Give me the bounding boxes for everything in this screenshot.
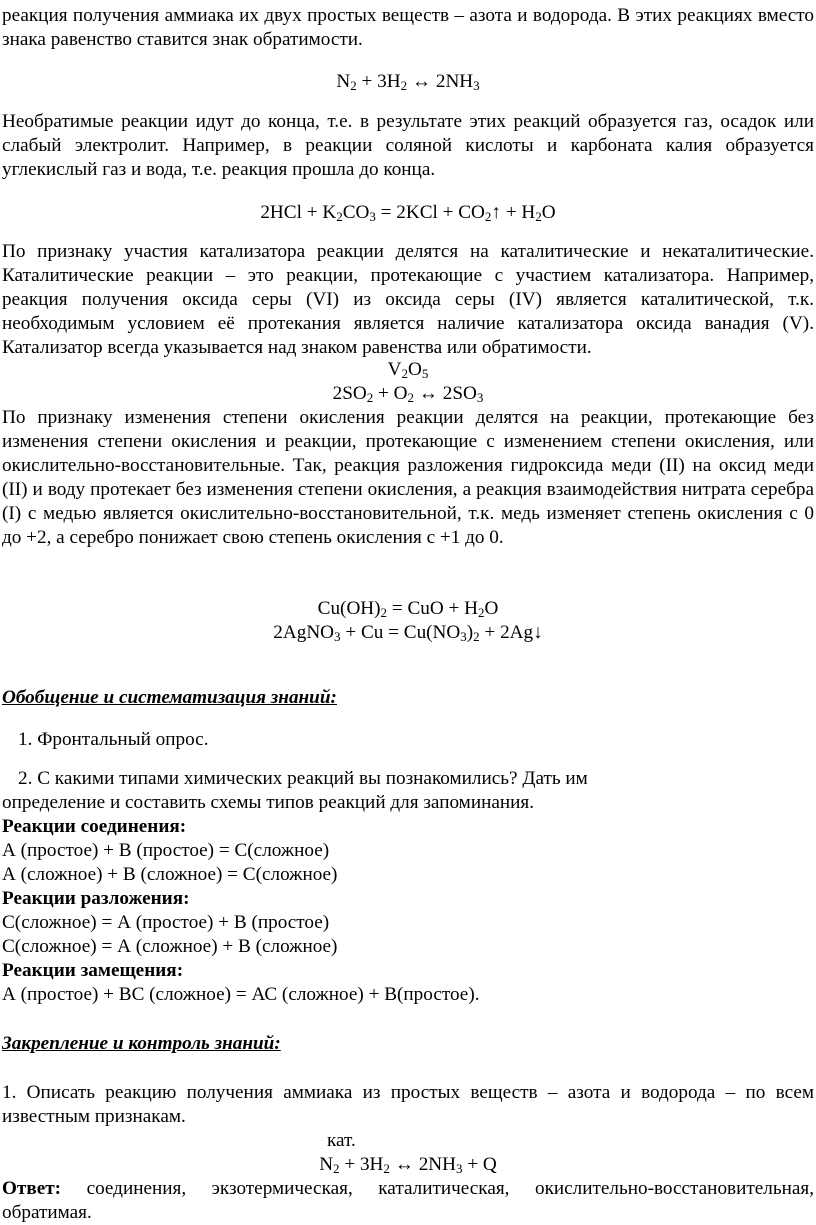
equation-ammonia-full: $N_2 + 3H_2$ ↔ $2NH_3 + Q$ bbox=[319, 1154, 497, 1176]
heading-consolidation: Закрепление и контроль знаний: bbox=[2, 1033, 281, 1054]
answer-paragraph bbox=[2, 1177, 814, 1225]
equation-hcl: $2HCl + K_2CO_3 = 2KCl$ + $CO_2↑ + H_2O$ bbox=[260, 202, 556, 224]
answer-label: Ответ: bbox=[2, 1178, 62, 1199]
combination-title: Реакции соединения: bbox=[2, 816, 187, 837]
paragraph-catalytic: По признаку участия катализатора реакции делятся на каталитические и некаталитические. Каталитические реакции – это реакции, протекающие с участием катализатора. Например, реакция получения оксида серы (VI) из оксида серы (IV) является каталитической, т.к. необходимым условием её протекания является наличие катализатора оксида ванадия (V). Катализатор всегда указывается над знаком равенства или обратимости. bbox=[2, 241, 814, 358]
combination-scheme-1: А (простое) + В (простое) = С(сложное) bbox=[2, 840, 330, 861]
substitution-title: Реакции замещения: bbox=[2, 960, 184, 981]
decomposition-scheme-1: С(сложное) = А (простое) + В (простое) bbox=[2, 912, 330, 933]
list-item-frontal-survey: 1. Фронтальный опрос. bbox=[18, 729, 209, 750]
list-item-reaction-types: 2. С какими типами химических реакций вы познакомились? Дать им определение и составить схемы типов реакций для запоминания. bbox=[2, 768, 588, 813]
paragraph-oxidation: По признаку изменения степени окисления реакции делятся на реакции, протекающие без изменения степени окисления и реакции, протекающие с изменением степени окисления, или окислительно-восстановительные. Так, реакция разложения гидроксида меди (II) на оксид меди (II) и воду протекает без изменения степени окисления, а реакция взаимодействия нитрата серебра (I) с медью является окислительно-восстановительной, т.к. медь изменяет степень окисления с 0 до +2, а серебро понижает свою степень окисления с +1 до 0. bbox=[2, 407, 814, 548]
catalyst-kat-label: кат. bbox=[327, 1130, 356, 1151]
answer-text: соединения, экзотермическая, каталитическая, окислительно-восстановительная, обратимая. bbox=[2, 1178, 814, 1223]
heading-generalization: Обобщение и систематизация знаний: bbox=[2, 687, 337, 708]
equation-ammonia: $N_2 + 3H_2$ ↔ $2NH_3$ bbox=[336, 71, 480, 93]
decomposition-title: Реакции разложения: bbox=[2, 888, 190, 909]
equation-so2: $2SO_2 + O_2$ ↔ $2SO_3$ bbox=[332, 383, 484, 405]
equation-agno3: 2AgNO$_3$ + $Cu = Cu(NO_3)_2$ + 2Ag↓ bbox=[273, 622, 543, 644]
catalyst-label: $V_2O_5$ bbox=[387, 359, 429, 381]
decomposition-scheme-2: С(сложное) = А (сложное) + В (сложное) bbox=[2, 936, 338, 957]
substitution-scheme-1: А (простое) + ВС (сложное) = АС (сложное) + В(простое). bbox=[2, 984, 480, 1005]
equation-cuoh2: $Cu(OH)_2$ = CuO + $H_2O$ bbox=[317, 598, 499, 620]
paragraph-irreversible: Необратимые реакции идут до конца, т.е. в результате этих реакций образуется газ, осадок или слабый электролит. Например, в реакции соляной кислоты и карбоната калия образуется углекислый газ и вода, т.е. реакция прошла до конца. bbox=[2, 111, 814, 180]
task-ammonia-description: 1. Описать реакцию получения аммиака из простых веществ – азота и водорода – по всем известным признакам. bbox=[2, 1082, 814, 1127]
combination-scheme-2: А (сложное) + В (сложное) = С(сложное) bbox=[2, 864, 338, 885]
paragraph-ammonia-intro: реакция получения аммиака их двух простых веществ – азота и водорода. В этих реакциях вместо знака равенство ставится знак обратимости. bbox=[2, 5, 814, 50]
